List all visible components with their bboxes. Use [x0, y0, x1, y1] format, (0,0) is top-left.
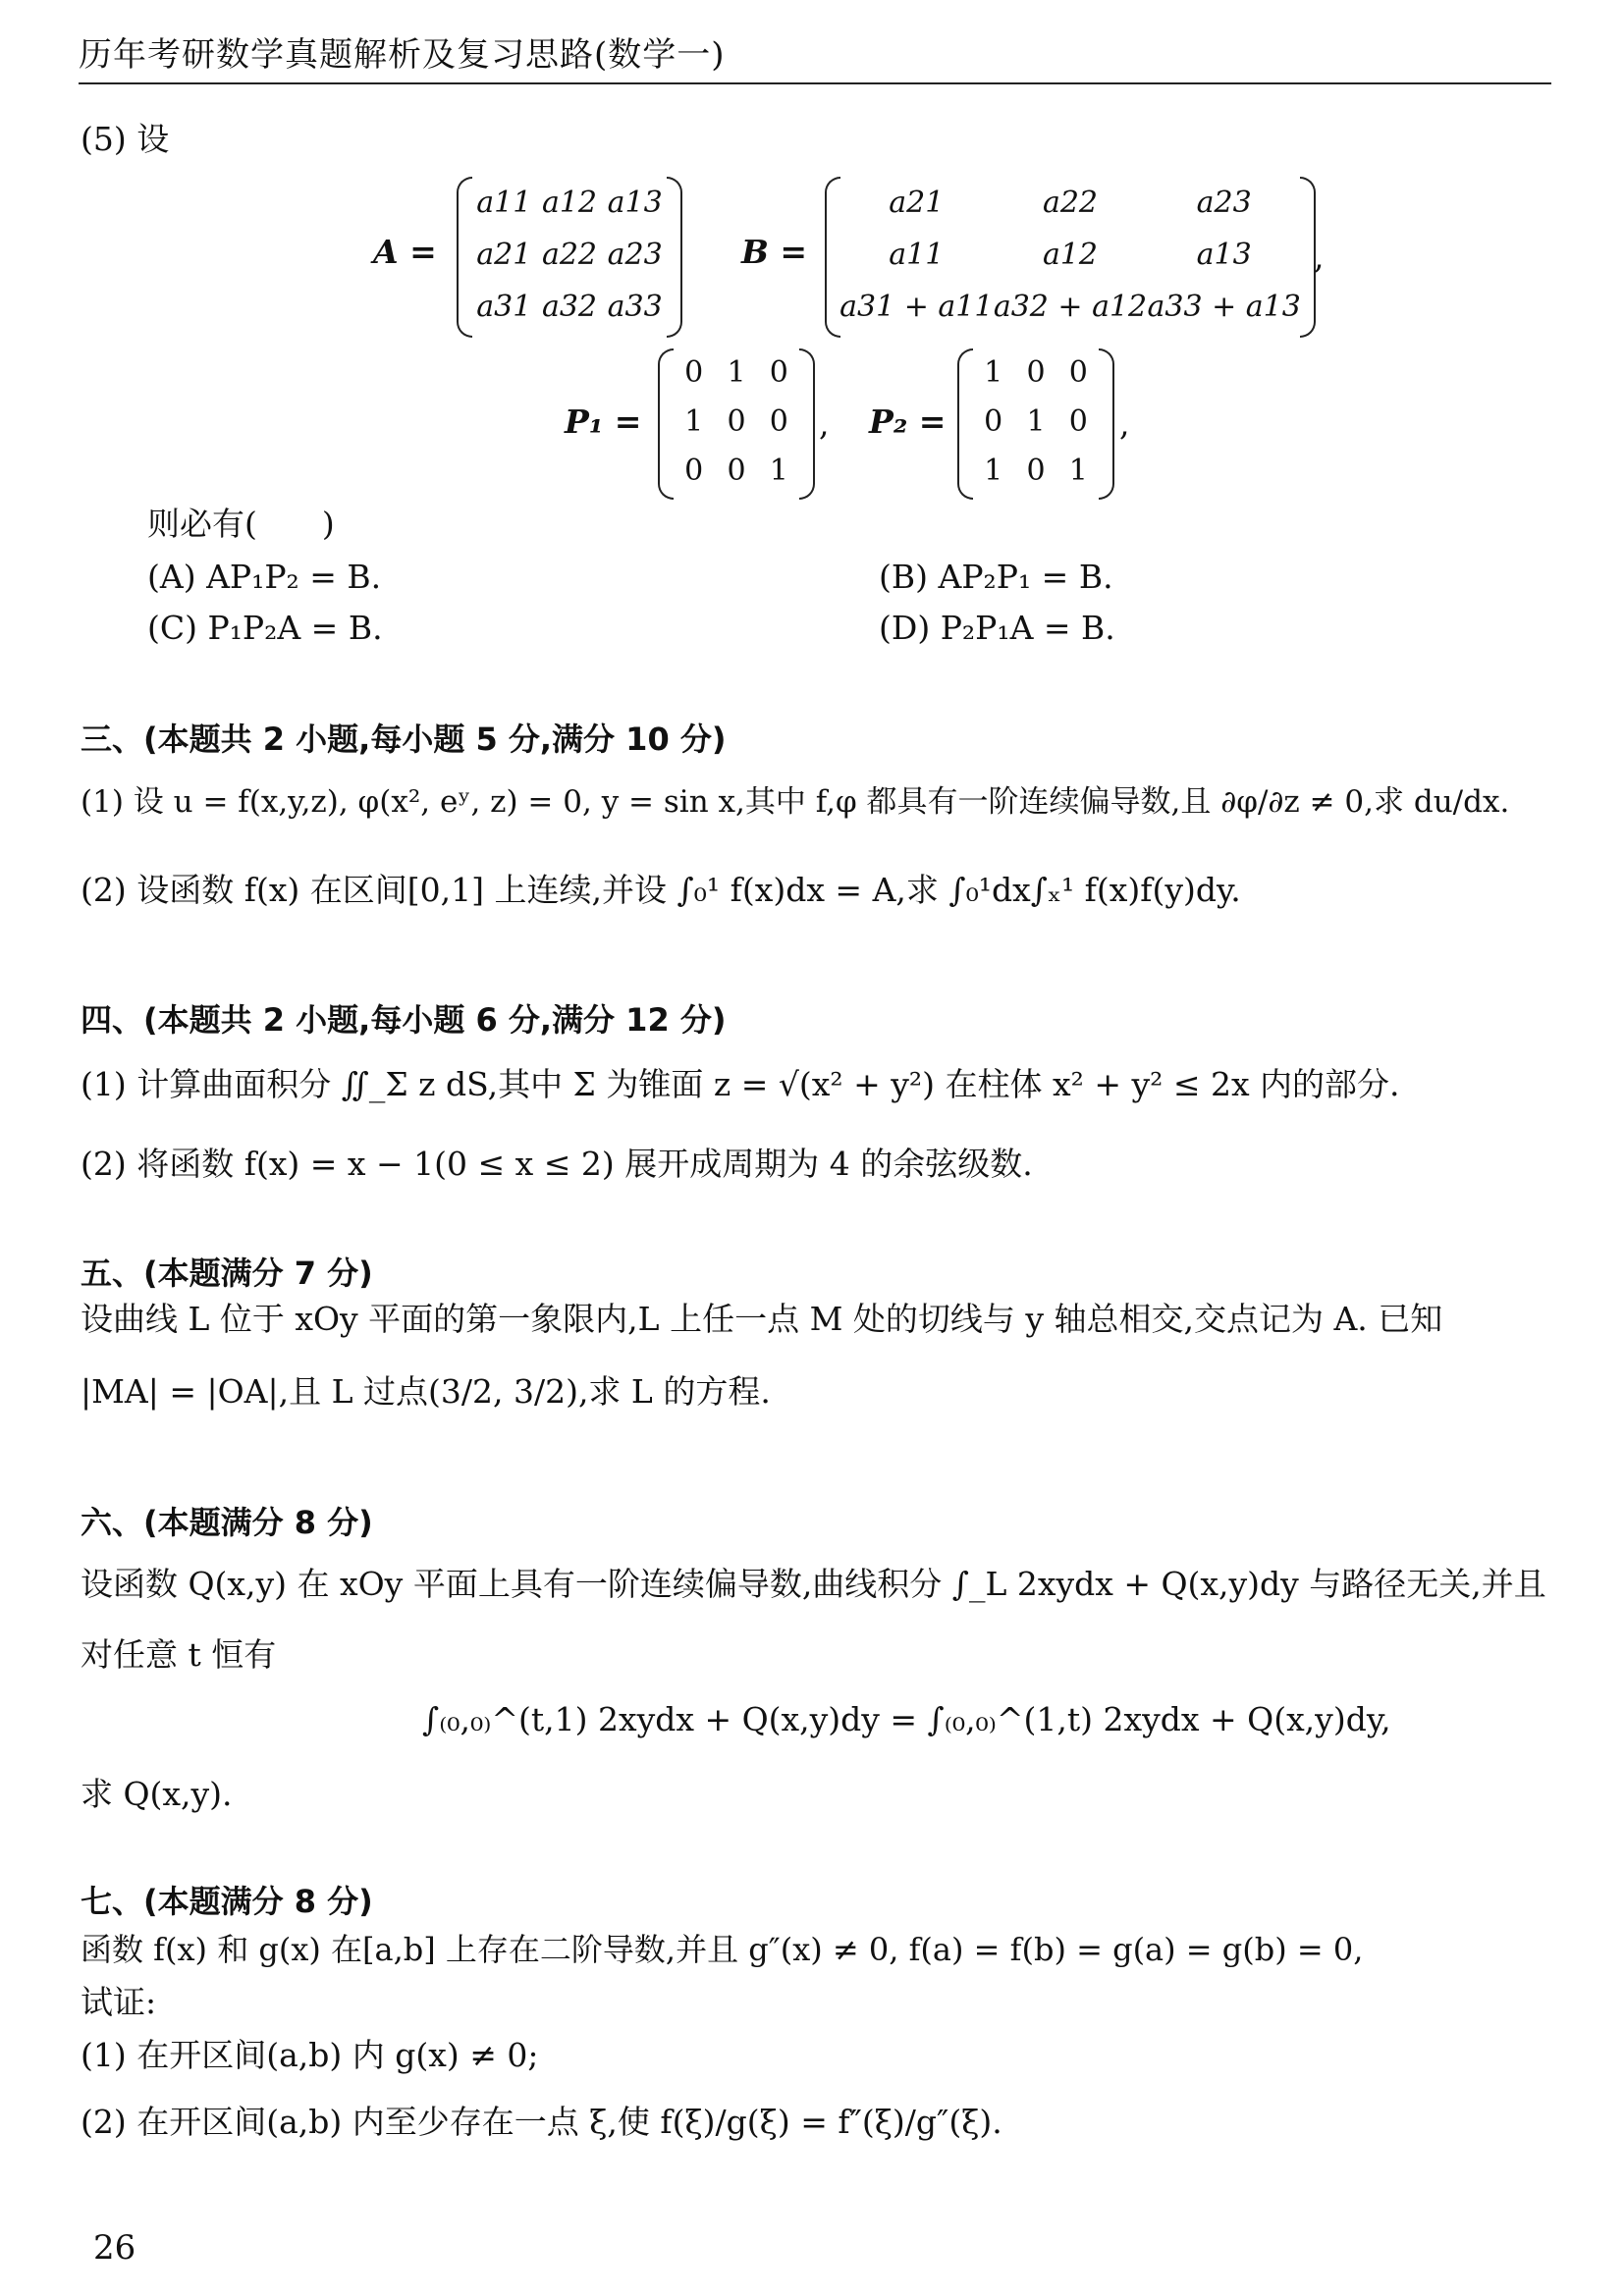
s4-q2: (2) 将函数 f(x) = x − 1(0 ≤ x ≤ 2) 展开成周期为 4 的余弦级数. [81, 1145, 1033, 1183]
matrix-entry: a23 [607, 238, 663, 272]
s7-line-1: 函数 f(x) 和 g(x) 在[a,b] 上存在二阶导数,并且 g″(x) ≠ 0, f(a) = f(b) = g(a) = g(b) = 0, [81, 1931, 1364, 1968]
matrix-entry: 1 [1026, 404, 1046, 439]
section-5-heading: 五、(本题满分 7 分) [81, 1255, 373, 1292]
matrix-right-bracket [667, 177, 682, 338]
page-number: 26 [93, 2228, 136, 2268]
s6-equation: ∫₍₀,₀₎^(t,1) 2xydx + Q(x,y)dy = ∫₍₀,₀₎^(1,t) 2xydx + Q(x,y)dy, [422, 1700, 1391, 1738]
matrix-right-bracket [1099, 348, 1114, 500]
matrix-p1 [658, 348, 815, 496]
matrix-entry: a33 [607, 290, 663, 325]
s4-q1: (1) 计算曲面积分 ∬_Σ z dS,其中 Σ 为锥面 z = √(x² + y²) 在柱体 x² + y² ≤ 2x 内的部分. [81, 1065, 1400, 1103]
running-header: 历年考研数学真题解析及复习思路(数学一) [79, 35, 726, 75]
matrix-entry: a22 [1042, 185, 1099, 220]
matrix-entry: a12 [541, 185, 598, 220]
matrix-entry: 1 [727, 355, 746, 390]
matrix-entry: a33 + a13 [1147, 290, 1301, 325]
matrix-p1-comma: , [819, 404, 830, 443]
matrix-left-bracket [957, 348, 973, 500]
matrix-entry: 0 [727, 454, 746, 488]
matrix-right-bracket [799, 348, 815, 500]
option-d: (D) P₂P₁A = B. [879, 609, 1115, 647]
matrix-a [457, 177, 682, 334]
matrix-entry: 1 [984, 355, 1003, 390]
matrix-entry: 0 [684, 454, 704, 488]
matrix-entry: a32 + a12 [993, 290, 1148, 325]
matrix-entry: 0 [769, 355, 788, 390]
matrix-b-comma: , [1314, 238, 1325, 276]
matrix-entry: a13 [607, 185, 663, 220]
s5-line-2: |MA| = |OA|,且 L 过点(3/2, 3/2),求 L 的方程. [81, 1372, 771, 1411]
matrix-b [825, 177, 1316, 334]
matrix-p2-comma: , [1119, 404, 1130, 443]
s7-line-4: (2) 在开区间(a,b) 内至少存在一点 ξ,使 f(ξ)/g(ξ) = f″(ξ)/g″(ξ). [81, 2103, 1002, 2141]
matrix-p2 [957, 348, 1114, 496]
section-3-heading: 三、(本题共 2 小题,每小题 5 分,满分 10 分) [81, 721, 727, 758]
matrix-entry: a22 [541, 238, 598, 272]
matrix-entry: 0 [1068, 355, 1088, 390]
matrix-entry: a11 [476, 185, 532, 220]
matrix-entry: a11 [889, 238, 945, 272]
matrix-entry: 0 [1068, 404, 1088, 439]
matrix-left-bracket [825, 177, 840, 338]
matrix-a-label: A = [373, 233, 437, 271]
matrix-entry: 0 [684, 355, 704, 390]
matrix-entry: a31 [476, 290, 532, 325]
s6-line-1: 设函数 Q(x,y) 在 xOy 平面上具有一阶连续偏导数,曲线积分 ∫_L 2xydx + Q(x,y)dy 与路径无关,并且 [81, 1565, 1546, 1603]
matrix-entry: 1 [984, 454, 1003, 488]
matrix-entry: a12 [1042, 238, 1099, 272]
matrix-entry: 0 [1026, 355, 1046, 390]
matrix-entry: a23 [1196, 185, 1252, 220]
matrix-entry: a21 [476, 238, 532, 272]
s7-line-3: (1) 在开区间(a,b) 内 g(x) ≠ 0; [81, 2036, 539, 2074]
option-b: (B) AP₂P₁ = B. [879, 558, 1113, 596]
s6-line-3: 求 Q(x,y). [81, 1775, 233, 1813]
option-a: (A) AP₁P₂ = B. [147, 558, 382, 596]
matrix-entry: a13 [1196, 238, 1252, 272]
matrix-left-bracket [658, 348, 674, 500]
s6-line-2: 对任意 t 恒有 [81, 1635, 277, 1674]
matrix-p2-label: P₂ = [869, 402, 947, 441]
matrix-b-label: B = [741, 233, 808, 271]
q5-lead: (5) 设 [81, 120, 170, 158]
matrix-entry: 0 [984, 404, 1003, 439]
matrix-entry: 0 [769, 404, 788, 439]
section-6-heading: 六、(本题满分 8 分) [81, 1504, 373, 1541]
section-7-heading: 七、(本题满分 8 分) [81, 1883, 373, 1920]
s3-q2: (2) 设函数 f(x) 在区间[0,1] 上连续,并设 ∫₀¹ f(x)dx = A,求 ∫₀¹dx∫ₓ¹ f(x)f(y)dy. [81, 871, 1241, 909]
matrix-entry: 0 [727, 404, 746, 439]
header-rule [79, 82, 1551, 84]
matrix-left-bracket [457, 177, 472, 338]
matrix-entry: a32 [541, 290, 598, 325]
s5-line-1: 设曲线 L 位于 xOy 平面的第一象限内,L 上任一点 M 处的切线与 y 轴总相交,交点记为 A. 已知 [81, 1300, 1443, 1338]
matrix-entry: a31 + a11 [839, 290, 994, 325]
s3-q1: (1) 设 u = f(x,y,z), φ(x², eʸ, z) = 0, y = sin x,其中 f,φ 都具有一阶连续偏导数,且 ∂φ/∂z ≠ 0,求 du/dx. [81, 784, 1510, 820]
matrix-entry: 1 [1068, 454, 1088, 488]
q5-answer-prompt: 则必有( ) [147, 505, 335, 543]
section-4-heading: 四、(本题共 2 小题,每小题 6 分,满分 12 分) [81, 1001, 727, 1039]
s7-line-2: 试证: [81, 1983, 157, 2021]
matrix-entry: 1 [769, 454, 788, 488]
matrix-p1-label: P₁ = [565, 402, 642, 441]
matrix-entry: a21 [889, 185, 945, 220]
matrix-entry: 1 [684, 404, 704, 439]
matrix-entry: 0 [1026, 454, 1046, 488]
option-c: (C) P₁P₂A = B. [147, 609, 383, 647]
